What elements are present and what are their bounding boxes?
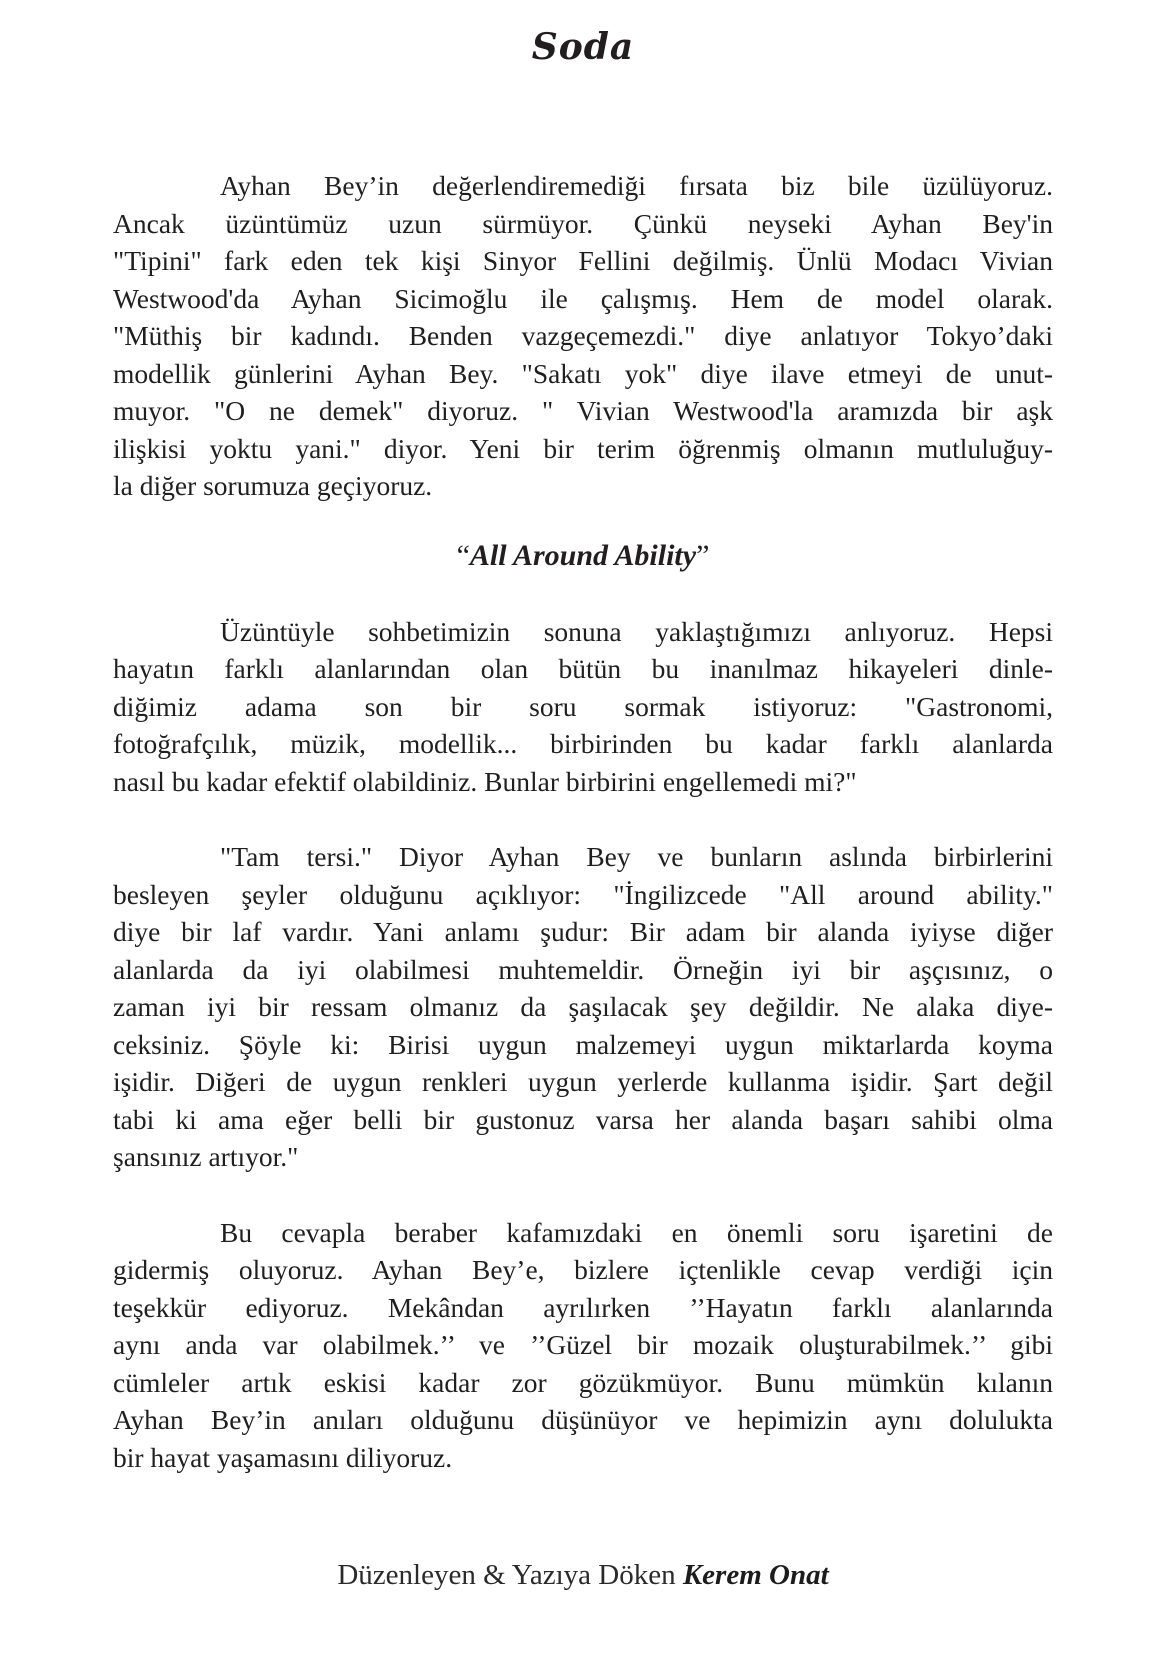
text-line: ceksiniz. Şöyle ki: Birisi uygun malzemeyi uygun miktarlarda koyma: [113, 1028, 1053, 1060]
text-line: alanlarda da iyi olabilmesi muhtemeldir. Örneğin iyi bir aşçısınız, o: [113, 953, 1053, 985]
text-line: la diğer sorumuza geçiyoruz.: [113, 470, 433, 501]
heading-title: All Around Ability: [469, 538, 697, 572]
text-line: besleyen şeyler olduğunu açıklıyor: "İngilizcede "All around ability.": [113, 878, 1053, 910]
text-line: zaman iyi bir ressam olmanız da şaşılacak şey değildir. Ne alaka diye-: [113, 991, 1053, 1022]
paragraph: [113, 613, 1053, 801]
text-line: Ancak üzüntümüz uzun sürmüyor. Çünkü neyseki Ayhan Bey'in: [113, 207, 1053, 239]
section-heading: [113, 537, 1053, 575]
text-line: "Tam tersi." Diyor Ayhan Bey ve bunların aslında birbirlerini: [220, 841, 1053, 872]
text-line: hayatın farklı alanlarından olan bütün bu inanılmaz hikayeleri dinle-: [113, 653, 1053, 684]
paragraph: [113, 1214, 1053, 1477]
paragraph: [113, 838, 1053, 1176]
text-line: teşekkür ediyoruz. Mekândan ayrılırken ’’Hayatın farklı alanlarında: [113, 1291, 1053, 1323]
text-line: muyor. "O ne demek" diyoruz. " Vivian Westwood'la aramızda bir aşk: [113, 395, 1053, 426]
heading-open-quote: “: [456, 538, 470, 572]
article-content: [113, 167, 1053, 1476]
text-line: işidir. Diğeri de uygun renkleri uygun yerlerde kullanma işidir. Şart değil: [113, 1066, 1053, 1097]
text-line: Ayhan Bey’in anıları olduğunu düşünüyor ve hepimizin aynı dolulukta: [113, 1404, 1053, 1435]
text-line: gidermiş oluyoruz. Ayhan Bey’e, bizlere içtenlikle cevap verdiği için: [113, 1254, 1053, 1285]
magazine-title: Soda: [531, 26, 635, 68]
footer-credit: [0, 1556, 1166, 1594]
text-line: cümleler artık eskisi kadar zor gözükmüyor. Bunu mümkün kılanın: [113, 1366, 1053, 1398]
text-line: "Müthiş bir kadındı. Benden vazgeçemezdi." diye anlatıyor Tokyo’daki: [113, 320, 1053, 351]
text-line: nasıl bu kadar efektif olabildiniz. Bunlar birbirini engellemedi mi?": [113, 765, 857, 797]
text-line: bir hayat yaşamasını diliyoruz.: [113, 1441, 453, 1473]
footer-credit-label: Düzenleyen & Yazıya Döken: [337, 1559, 683, 1591]
text-line: Bu cevapla beraber kafamızdaki en önemli soru işaretini de: [220, 1216, 1053, 1248]
text-line: Üzüntüyle sohbetimizin sonuna yaklaştığımızı anlıyoruz. Hepsi: [220, 615, 1053, 647]
text-line: fotoğrafçılık, müzik, modellik... birbirinden bu kadar farklı alanlarda: [113, 728, 1053, 759]
text-line: Ayhan Bey’in değerlendiremediği fırsata biz bile üzülüyoruz.: [220, 170, 1053, 201]
text-line: diye bir laf vardır. Yani anlamı şudur: Bir adam bir alanda iyiyse diğer: [113, 916, 1053, 947]
heading-close-quote: ”: [696, 538, 710, 572]
text-line: "Tipini" fark eden tek kişi Sinyor Fellini değilmiş. Ünlü Modacı Vivian: [113, 245, 1053, 276]
text-line: ilişkisi yoktu yani." diyor. Yeni bir terim öğrenmiş olmanın mutluluğuy-: [113, 432, 1053, 464]
text-line: diğimiz adama son bir soru sormak istiyoruz: "Gastronomi,: [113, 690, 1053, 722]
paragraph: [113, 167, 1053, 505]
article-body-top: [113, 167, 1053, 505]
text-line: Westwood'da Ayhan Sicimoğlu ile çalışmış. Hem de model olarak.: [113, 282, 1053, 314]
text-line: modellik günlerini Ayhan Bey. "Sakatı yok" diye ilave etmeyi de unut-: [113, 357, 1053, 389]
text-line: tabi ki ama eğer belli bir gustonuz varsa her alanda başarı sahibi olma: [113, 1103, 1053, 1135]
text-line: aynı anda var olabilmek.’’ ve ’’Güzel bir mozaik oluşturabilmek.’’ gibi: [113, 1329, 1053, 1360]
article-body-bottom: [113, 613, 1053, 1477]
text-line: şansınız artıyor.": [113, 1141, 299, 1172]
footer-author-name: Kerem Onat: [682, 1559, 829, 1591]
